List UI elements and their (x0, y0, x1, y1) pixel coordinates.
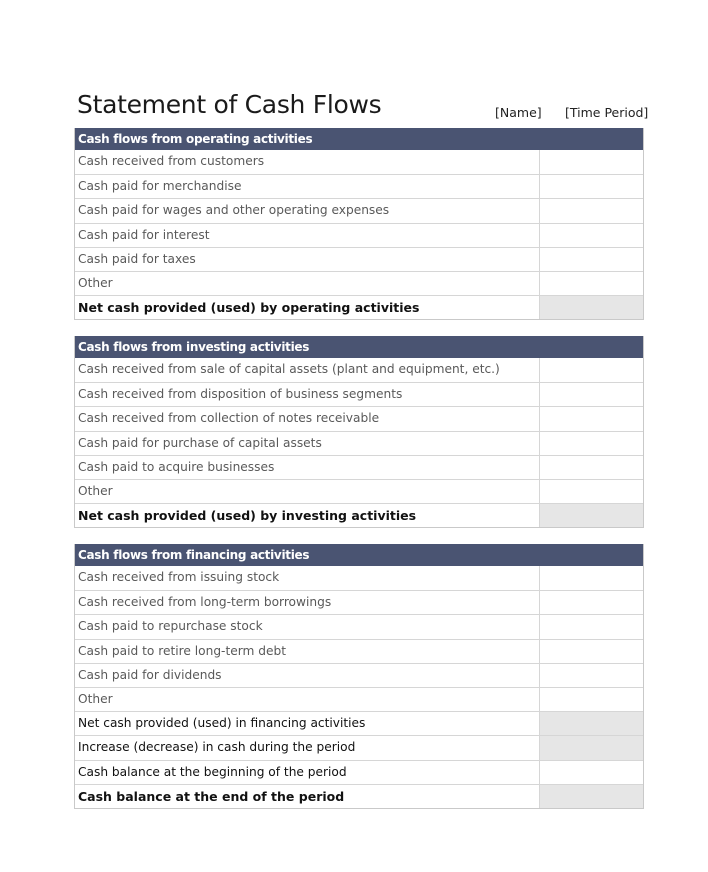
row-label: Cash paid for dividends (78, 667, 222, 682)
amount-cell[interactable] (539, 175, 643, 198)
row-label: Cash received from issuing stock (78, 570, 280, 584)
amount-cell[interactable] (539, 199, 643, 222)
table-row (75, 150, 643, 174)
table-row (75, 382, 643, 406)
amount-cell[interactable] (539, 664, 643, 687)
amount-cell[interactable] (539, 407, 643, 430)
row-label: Cash paid for purchase of capital assets (78, 435, 322, 450)
page-title: Statement of Cash Flows (77, 90, 382, 119)
table-row (75, 590, 643, 614)
amount-cell[interactable] (539, 358, 643, 382)
total-cell[interactable] (539, 504, 643, 527)
table-row (75, 247, 643, 271)
amount-cell[interactable] (539, 383, 643, 406)
row-label: Cash received from long-term borrowings (78, 595, 332, 610)
total-label: Cash balance at the end of the period (78, 788, 345, 804)
table-row (75, 566, 643, 590)
section-header: Cash flows from investing activities (75, 336, 643, 358)
table-row (75, 358, 643, 382)
amount-cell[interactable] (539, 150, 643, 174)
total-row (75, 784, 643, 808)
summary-cell[interactable] (539, 712, 643, 735)
amount-cell[interactable] (539, 566, 643, 590)
table-row (75, 198, 643, 222)
operating-activities-section (74, 128, 644, 320)
amount-cell[interactable] (539, 480, 643, 503)
row-label: Other (78, 483, 113, 498)
investing-activities-section (74, 336, 644, 528)
row-label: Cash paid for taxes (78, 251, 196, 266)
total-cell[interactable] (539, 296, 643, 319)
row-label: Other (78, 691, 113, 706)
row-label: Cash paid to acquire businesses (78, 459, 275, 474)
row-label: Cash paid for merchandise (78, 179, 242, 194)
table-row (75, 271, 643, 295)
summary-label: Cash balance at the beginning of the period (78, 764, 347, 779)
summary-label: Increase (decrease) in cash during the period (78, 740, 356, 755)
amount-cell[interactable] (539, 688, 643, 711)
row-label: Cash paid for wages and other operating expenses (78, 203, 390, 218)
summary-row (75, 760, 643, 784)
total-row (75, 295, 643, 319)
summary-label: Net cash provided (used) in financing activities (78, 716, 366, 731)
table-row (75, 223, 643, 247)
row-label: Other (78, 275, 113, 290)
table-row (75, 479, 643, 503)
table-row (75, 639, 643, 663)
row-label: Cash received from collection of notes receivable (78, 411, 380, 426)
financing-activities-section (74, 544, 644, 809)
table-row (75, 663, 643, 687)
table-row (75, 174, 643, 198)
table-row (75, 614, 643, 638)
amount-cell[interactable] (539, 615, 643, 638)
row-label: Cash received from sale of capital assets (plant and equipment, etc.) (78, 362, 500, 376)
row-label: Cash received from disposition of business segments (78, 387, 403, 402)
row-label: Cash paid to repurchase stock (78, 619, 263, 634)
summary-row (75, 735, 643, 759)
total-cell[interactable] (539, 785, 643, 808)
amount-cell[interactable] (539, 456, 643, 479)
table-row (75, 455, 643, 479)
name-field[interactable]: [Name] (495, 105, 542, 120)
total-row (75, 503, 643, 527)
total-label: Net cash provided (used) by operating activities (78, 300, 420, 316)
amount-cell[interactable] (539, 591, 643, 614)
summary-cell[interactable] (539, 761, 643, 784)
amount-cell[interactable] (539, 224, 643, 247)
summary-row (75, 711, 643, 735)
section-header: Cash flows from financing activities (75, 544, 643, 566)
table-row (75, 687, 643, 711)
table-row (75, 406, 643, 430)
time-period-field[interactable]: [Time Period] (565, 105, 649, 120)
amount-cell[interactable] (539, 248, 643, 271)
amount-cell[interactable] (539, 272, 643, 295)
summary-cell[interactable] (539, 736, 643, 759)
row-label: Cash paid to retire long-term debt (78, 643, 287, 658)
amount-cell[interactable] (539, 640, 643, 663)
section-header: Cash flows from operating activities (75, 128, 643, 150)
amount-cell[interactable] (539, 432, 643, 455)
table-row (75, 431, 643, 455)
row-label: Cash paid for interest (78, 227, 210, 242)
row-label: Cash received from customers (78, 154, 265, 168)
total-label: Net cash provided (used) by investing activities (78, 508, 417, 524)
